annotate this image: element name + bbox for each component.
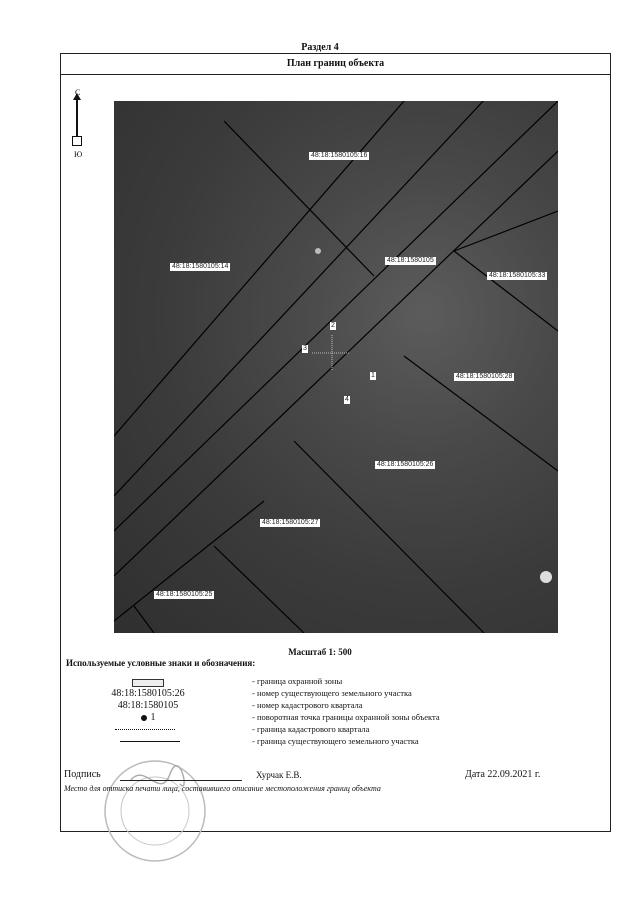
legend-row: [66, 700, 606, 712]
document-date: Дата 22.09.2021 г.: [465, 769, 541, 780]
stamp-seal-icon: [100, 756, 210, 866]
legend-description: - номер кадастрового квартала: [252, 700, 363, 710]
parcel-boundary-line: [114, 151, 558, 576]
signature-line: [120, 780, 242, 781]
south-label: Ю: [74, 150, 83, 159]
page-title: План границ объекта: [61, 54, 610, 75]
north-arrow-icon: [76, 98, 78, 136]
parcel-label: 48:18:1580105:26: [377, 461, 434, 468]
legend-row: [66, 676, 606, 688]
parcel-boundary-line: [114, 101, 558, 531]
boundary-point: 3: [303, 345, 307, 352]
parcel-boundary-line: [224, 121, 374, 276]
boundary-map: [114, 101, 558, 633]
legend-description: - граница существующего земельного участка: [252, 736, 419, 746]
compass: [66, 88, 88, 168]
parcel-label: 48:18:1580105:27: [262, 519, 319, 526]
legend-description: - граница охранной зоны: [252, 676, 343, 686]
parcel-number-symbol: 48:18:1580105:26: [111, 688, 185, 699]
parcel-boundary-line: [114, 101, 558, 496]
point-dot-icon: [141, 715, 147, 721]
map-boundaries: [114, 101, 558, 633]
quarter-number-symbol: 48:18:1580105: [117, 700, 179, 711]
parcel-label: 48:18:1580105:25: [156, 591, 213, 598]
signer-name: Хурчак Е.В.: [256, 770, 302, 780]
legend-row: [66, 736, 606, 748]
legend-description: - поворотная точка границы охранной зоны объекта: [252, 712, 440, 722]
legend-row: [66, 724, 606, 736]
parcel-boundary-line: [134, 606, 154, 633]
parcel-label: 48:18:1580105:28: [456, 373, 513, 380]
map-landmark: [540, 571, 552, 583]
legend-row: [66, 688, 606, 700]
parcel-label: 48:18:1580105:16: [311, 152, 368, 159]
parcel-boundary-line: [214, 546, 304, 633]
parcel-boundary-line: [454, 251, 558, 331]
legend-row: [66, 712, 606, 724]
quarter-label: 48:18:1580105: [387, 257, 434, 264]
parcel-boundary-line: [114, 501, 264, 621]
compass-box-icon: [72, 136, 82, 146]
boundary-point: 1: [371, 372, 375, 379]
parcel-label: 48:18:1580105:14: [172, 263, 229, 270]
map-scale: Масштаб 1: 500: [288, 647, 352, 657]
boundary-point: 4: [345, 396, 349, 403]
turning-point-symbol: 1: [80, 712, 216, 723]
parcel-boundary-line: [294, 441, 484, 633]
legend-description: - номер существующего земельного участка: [252, 688, 412, 698]
parcel-boundary-line: [454, 211, 558, 251]
signature-label: Подпись: [64, 769, 101, 780]
legend-description: - граница кадастрового квартала: [252, 724, 370, 734]
boundary-point: 2: [331, 322, 335, 329]
section-heading: Раздел 4: [301, 42, 339, 53]
stamp-note: Место для оттиска печати лица, составившего описание местоположения границ объекта: [64, 784, 381, 793]
legend-title: Используемые условные знаки и обозначения:: [66, 658, 256, 668]
map-landmark: [315, 248, 321, 254]
parcel-label: 48:18:1580105:33: [489, 272, 546, 279]
